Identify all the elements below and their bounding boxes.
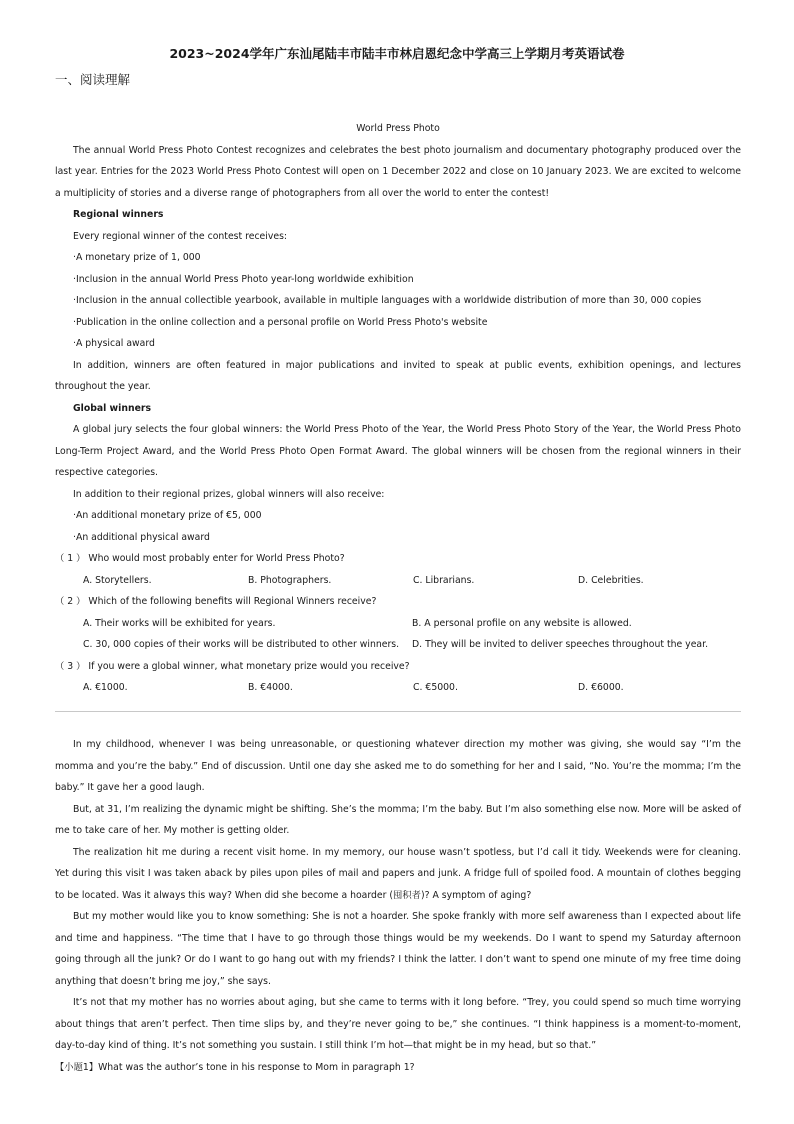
- question-2: （ 2 ） Which of the following benefits will Regional Winners receive?: [55, 596, 377, 607]
- question-2-options-row-1: [55, 613, 741, 635]
- global-lead: In addition to their regional prizes, global winners will also receive:: [73, 488, 385, 500]
- question-1: （ 1 ） Who would most probably enter for World Press Photo?: [55, 553, 345, 564]
- question-2-options-row-2: [55, 634, 741, 656]
- option-d[interactable]: D. They will be invited to deliver speeches throughout the year.: [412, 639, 709, 650]
- section-divider: [55, 711, 741, 712]
- option-c[interactable]: C. Librarians.: [413, 574, 475, 586]
- regional-item: ·A physical award: [73, 338, 155, 349]
- passage-2: [55, 734, 741, 1078]
- regional-item: ·Inclusion in the annual collectible yearbook, available in multiple languages with a worldwide distribution of more than 30, 000 copies: [73, 295, 702, 306]
- regional-item: ·Inclusion in the annual World Press Photo year-long worldwide exhibition: [73, 273, 414, 285]
- subquestion-1: 【小题1】What was the author’s tone in his response to Mom in paragraph 1?: [55, 1061, 415, 1073]
- regional-heading: Regional winners: [73, 209, 164, 220]
- section-heading: 一、阅读理解: [55, 72, 131, 87]
- question-3: （ 3 ） If you were a global winner, what monetary prize would you receive?: [55, 660, 410, 672]
- option-d[interactable]: D. €6000.: [578, 682, 624, 693]
- exam-title: 2023~2024学年广东汕尾陆丰市陆丰市林启恩纪念中学高三上学期月考英语试卷: [169, 46, 625, 61]
- question-1-options: [55, 570, 741, 592]
- passage-intro: The annual World Press Photo Contest recognizes and celebrates the best photo journalism and documentary photography produced over the last year. Entries for the 2023 World Press Photo Contest will open on 1 December 2022 and close on 10 January 2023. We are excited to welcome a multiplicity of stories and a diverse range of photographers from all over the world to enter the contest!: [55, 144, 741, 199]
- global-text: A global jury selects the four global winners: the World Press Photo of the Year, the World Press Photo Story of the Year, the World Press Photo Long-Term Project Award, and the World Press Photo Open Format Award. The global winners will be chosen from the regional winners in their respective categories.: [55, 424, 741, 478]
- option-b[interactable]: B. A personal profile on any website is allowed.: [412, 617, 632, 629]
- passage-1: [55, 118, 741, 699]
- option-d[interactable]: D. Celebrities.: [578, 574, 644, 586]
- option-a[interactable]: A. Their works will be exhibited for years.: [83, 617, 276, 629]
- regional-lead: Every regional winner of the contest receives:: [73, 230, 288, 242]
- passage-paragraph: It’s not that my mother has no worries about aging, but she came to terms with it long before. “Trey, you could spend so much time worrying about things that aren’t perfect. Then time slips by, and they’re never going to be,” she continues. “I think happiness is a moment-to-moment, day-to-day kind of thing. It’s not something you sustain. I still think I’m hot—that might be in my head, but so that.”: [55, 997, 741, 1051]
- option-b[interactable]: B. Photographers.: [248, 574, 332, 586]
- regional-extra: In addition, winners are often featured in major publications and invited to speak at public events, exhibition openings, and lectures throughout the year.: [55, 359, 741, 392]
- passage-paragraph: In my childhood, whenever I was being unreasonable, or questioning whatever direction my mother was giving, she would say “I’m the momma and you’re the baby.” End of discussion. Until one day she asked me to do something for her and I said, “No. You’re the momma; I’m the baby.” It gave her a good laugh.: [55, 739, 741, 793]
- regional-item: ·A monetary prize of 1, 000: [73, 252, 201, 263]
- option-c[interactable]: C. €5000.: [413, 682, 458, 693]
- question-3-options: [55, 677, 741, 699]
- passage-paragraph: But, at 31, I’m realizing the dynamic might be shifting. She’s the momma; I’m the baby. But I’m also something else now. More will be asked of me to take care of her. My mother is getting older.: [55, 803, 741, 836]
- passage-paragraph: But my mother would like you to know something: She is not a hoarder. She spoke frankly with more self awareness than I expected about life and time and happiness. “The time that I have to go through those things would be my weekends. Do I want to spend my Saturday afternoon going through all the junk? Or do I want to go hang out with my friends? I think the latter. I don’t want to spend one minute of my free time doing anything that doesn’t bring me joy,” she says.: [55, 911, 741, 987]
- global-item: ·An additional physical award: [73, 531, 210, 543]
- option-c[interactable]: C. 30, 000 copies of their works will be distributed to other winners.: [83, 639, 400, 650]
- passage-heading: World Press Photo: [356, 123, 440, 134]
- global-heading: Global winners: [73, 402, 151, 414]
- option-b[interactable]: B. €4000.: [248, 682, 293, 693]
- option-a[interactable]: A. €1000.: [83, 682, 128, 693]
- regional-item: ·Publication in the online collection and a personal profile on World Press Photo's website: [73, 316, 488, 328]
- passage-paragraph: The realization hit me during a recent visit home. In my memory, our house wasn’t spotless, but I’d call it tidy. Weekends were for cleaning. Yet during this visit I was taken aback by piles upon piles of mail and papers and junk. A fridge full of spoiled food. A mountain of clothes begging to be located. Was it always this way? When did she become a hoarder (囤积者)? A symptom of aging?: [55, 846, 741, 901]
- global-item: ·An additional monetary prize of €5, 000: [73, 510, 262, 521]
- option-a[interactable]: A. Storytellers.: [83, 574, 152, 586]
